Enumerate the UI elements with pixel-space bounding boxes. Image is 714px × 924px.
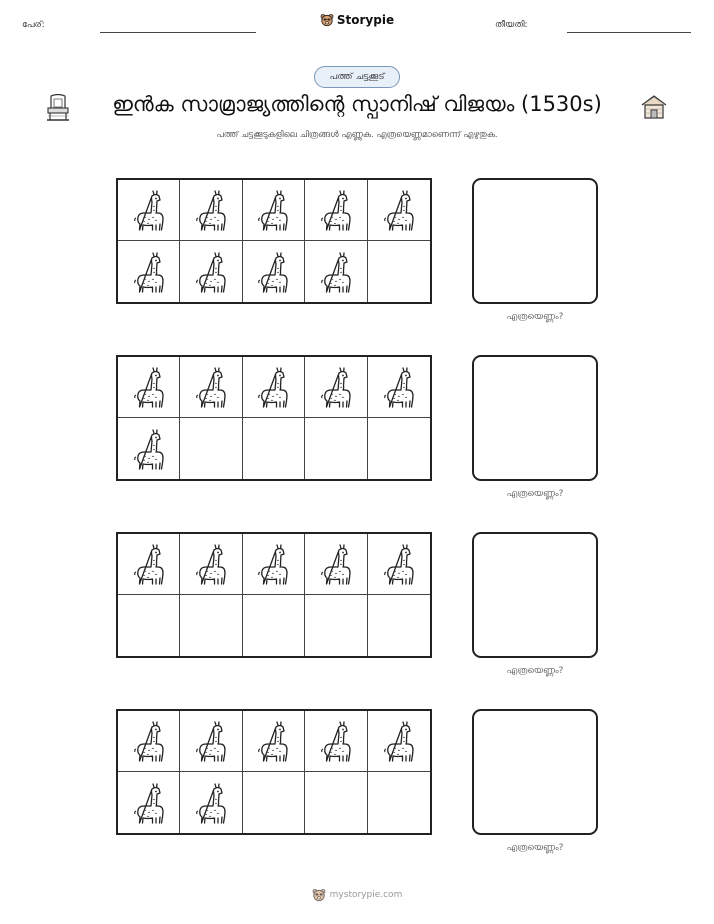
frame-cell: [118, 180, 180, 241]
answer-box-3[interactable]: [472, 532, 598, 658]
frame-cell: [305, 595, 367, 656]
worksheet-type-badge: പത്ത് ചട്ടക്കൂട്: [314, 66, 400, 88]
page-title: ഇൻക സാമ്രാജ്യത്തിന്റെ സ്പാനിഷ് വിജയം (1530s): [112, 92, 602, 116]
hut-icon: [640, 94, 668, 120]
frame-cell: [180, 711, 242, 772]
frame-cell: [305, 711, 367, 772]
llama-icon: [379, 188, 419, 232]
frame-cell: [118, 711, 180, 772]
llama-icon: [316, 542, 356, 586]
llama-icon: [253, 365, 293, 409]
frame-cell: [118, 418, 180, 479]
bear-logo-icon: [320, 13, 334, 27]
frame-cell: [243, 357, 305, 418]
llama-icon: [129, 365, 169, 409]
frame-cell: [305, 241, 367, 302]
frame-cell: [180, 534, 242, 595]
llama-icon: [129, 188, 169, 232]
brand-name: Storypie: [336, 13, 395, 27]
footer: [0, 888, 714, 902]
frame-cell: [305, 534, 367, 595]
frame-cell: [368, 418, 430, 479]
frame-cell: [305, 357, 367, 418]
llama-icon: [253, 542, 293, 586]
ten-frame-1: [116, 178, 432, 304]
llama-icon: [191, 542, 231, 586]
llama-icon: [129, 719, 169, 763]
llama-icon: [191, 188, 231, 232]
answer-box-1[interactable]: [472, 178, 598, 304]
llama-icon: [191, 365, 231, 409]
instructions: പത്ത് ചട്ടക്കൂടുകളിലെ ചിത്രങ്ങൾ എണ്ണുക. എത്രയെണ്ണമാണെന്ന് എഴുതുക.: [216, 130, 498, 140]
name-label: പേര്:: [22, 20, 45, 30]
frame-cell: [368, 711, 430, 772]
frame-cell: [368, 595, 430, 656]
frame-cell: [180, 180, 242, 241]
frame-cell: [243, 180, 305, 241]
frame-cell: [180, 595, 242, 656]
frame-cell: [368, 534, 430, 595]
llama-icon: [129, 542, 169, 586]
frame-cell: [368, 772, 430, 833]
llama-icon: [253, 719, 293, 763]
frame-cell: [243, 241, 305, 302]
llama-icon: [379, 542, 419, 586]
frame-cell: [118, 595, 180, 656]
llama-icon: [129, 781, 169, 825]
llama-icon: [379, 719, 419, 763]
how-many-label-3: എത്രയെണ്ണം?: [506, 666, 564, 676]
ten-frame-2: [116, 355, 432, 481]
frame-cell: [118, 534, 180, 595]
frame-cell: [118, 357, 180, 418]
frame-cell: [180, 357, 242, 418]
llama-icon: [316, 188, 356, 232]
frame-cell: [243, 595, 305, 656]
how-many-label-1: എത്രയെണ്ണം?: [506, 312, 564, 322]
frame-cell: [118, 241, 180, 302]
answer-box-4[interactable]: [472, 709, 598, 835]
date-line[interactable]: [567, 32, 691, 33]
frame-cell: [180, 241, 242, 302]
ten-frame-4: [116, 709, 432, 835]
frame-cell: [243, 711, 305, 772]
bear-logo-icon: [312, 888, 326, 902]
frame-cell: [243, 418, 305, 479]
frame-cell: [243, 534, 305, 595]
frame-cell: [180, 772, 242, 833]
answer-box-2[interactable]: [472, 355, 598, 481]
llama-icon: [316, 719, 356, 763]
frame-cell: [305, 180, 367, 241]
llama-icon: [129, 427, 169, 471]
frame-cell: [180, 418, 242, 479]
footer-url: mystorypie.com: [329, 890, 403, 900]
frame-cell: [243, 772, 305, 833]
llama-icon: [129, 250, 169, 294]
name-line[interactable]: [100, 32, 256, 33]
llama-icon: [253, 188, 293, 232]
llama-icon: [191, 250, 231, 294]
frame-cell: [368, 357, 430, 418]
frame-cell: [368, 241, 430, 302]
llama-icon: [316, 250, 356, 294]
frame-cell: [368, 180, 430, 241]
date-label: തീയതി:: [495, 20, 528, 30]
frame-cell: [305, 772, 367, 833]
frame-cell: [305, 418, 367, 479]
llama-icon: [191, 719, 231, 763]
frame-cell: [118, 772, 180, 833]
brand: [0, 13, 714, 27]
llama-icon: [316, 365, 356, 409]
ten-frame-3: [116, 532, 432, 658]
llama-icon: [191, 781, 231, 825]
how-many-label-2: എത്രയെണ്ണം?: [506, 489, 564, 499]
how-many-label-4: എത്രയെണ്ണം?: [506, 843, 564, 853]
llama-icon: [253, 250, 293, 294]
llama-icon: [379, 365, 419, 409]
